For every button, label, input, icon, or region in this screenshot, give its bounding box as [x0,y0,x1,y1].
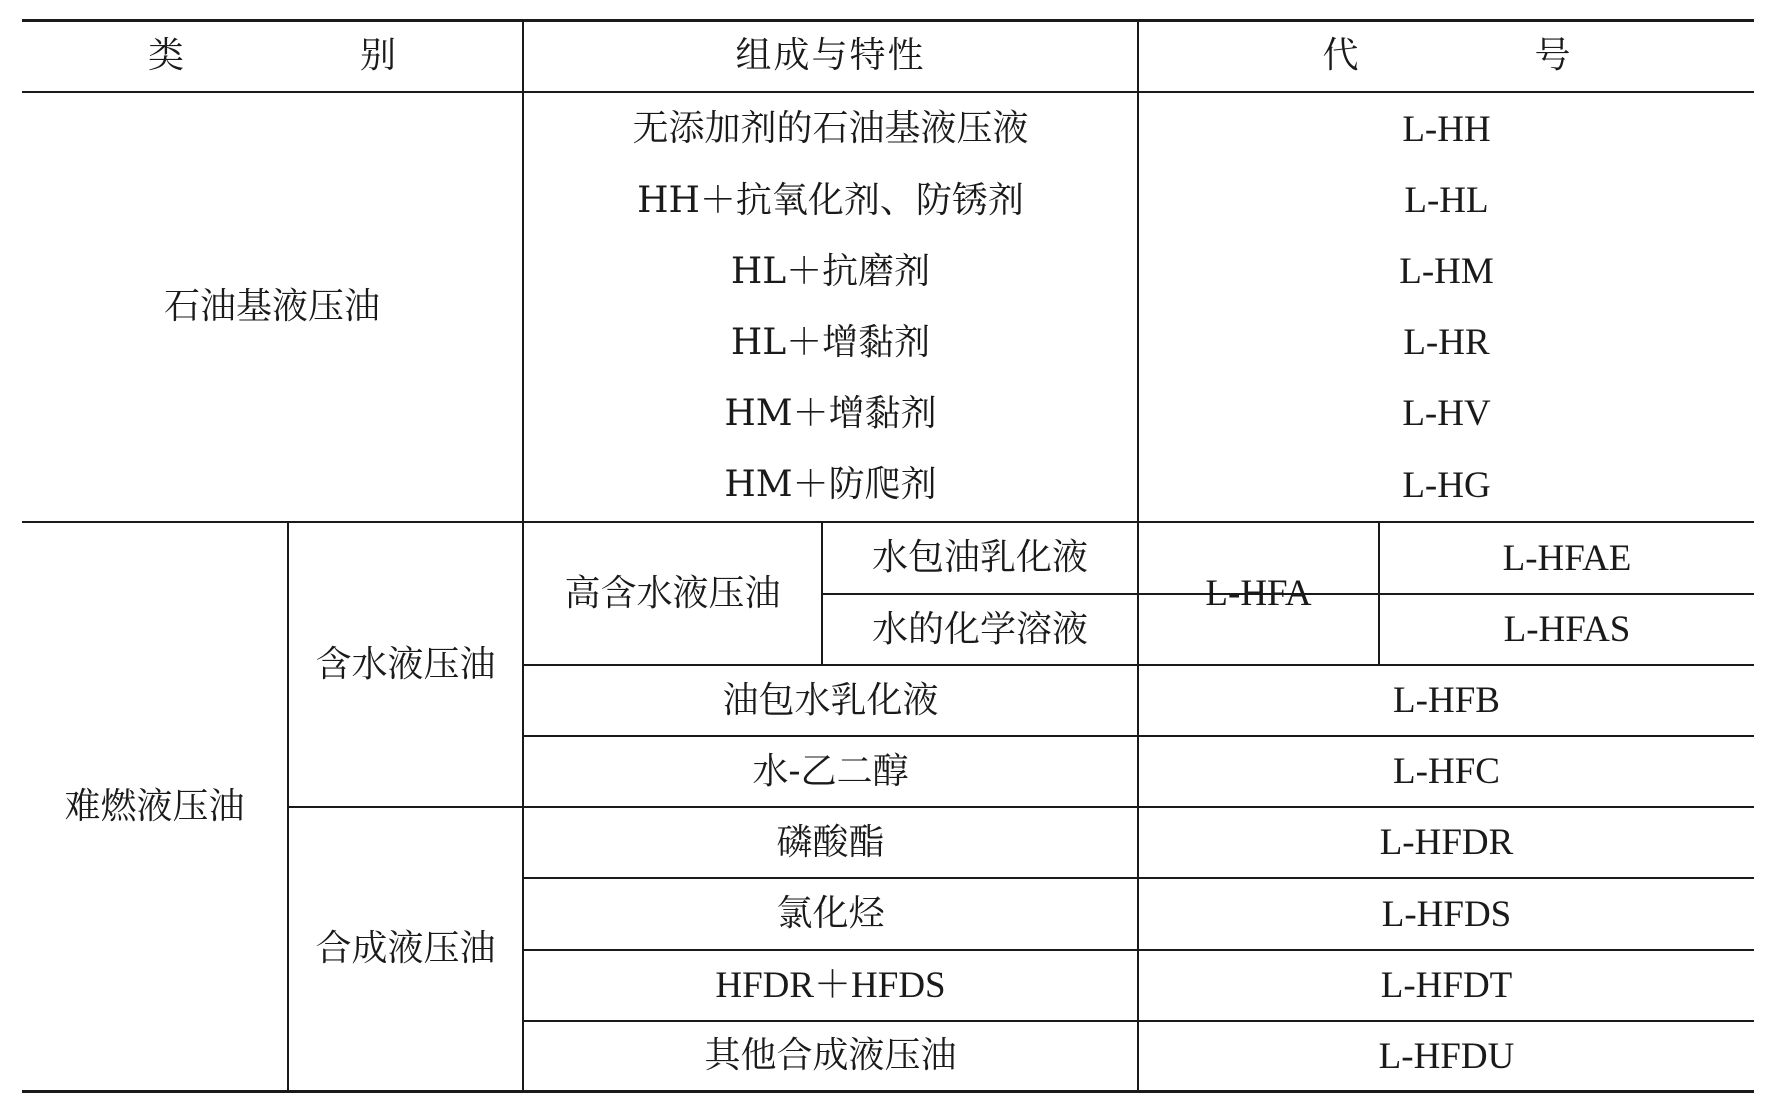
code-cell: L-HFAS [1503,609,1631,650]
subcategory-water-containing: 含水液压油 [315,643,496,685]
code-cell: L-HFAE [1502,537,1632,579]
composition-cell: HM＋防爬剂 [724,464,937,505]
code-cell: L-HH [1402,108,1491,150]
code-cell: L-HFDU [1378,1035,1515,1077]
composition-cell: 水包油乳化液 [871,537,1088,578]
code-cell: L-HFC [1393,751,1500,792]
code-cell: L-HFDS [1381,893,1512,935]
composition-cell: HM＋增黏剂 [724,392,937,434]
composition-cell: 其他合成液压油 [704,1035,957,1076]
group-code-cell: L-HFA [1205,573,1312,614]
composition-cell: HL＋抗磨剂 [730,250,931,292]
code-cell: L-HL [1404,180,1489,221]
code-cell: L-HFDR [1379,822,1514,863]
header-category: 类 别 [147,35,466,76]
composition-cell: 水的化学溶液 [871,608,1088,650]
composition-cell: HH＋抗氧化剂、防锈剂 [637,179,1024,221]
code-cell: L-HFDT [1380,965,1513,1006]
code-cell: L-HV [1402,393,1491,434]
category-petroleum: 石油基液压油 [163,286,380,327]
composition-cell: HL＋增黏剂 [730,321,931,363]
code-cell: L-HR [1403,322,1490,363]
composition-cell: 无添加剂的石油基液压液 [632,108,1029,149]
composition-cell: HFDR＋HFDS [715,965,946,1006]
composition-cell: 水-乙二醇 [752,750,909,792]
code-cell: L-HM [1399,251,1494,292]
high-water-label: 高含水液压油 [564,572,781,614]
code-cell: L-HFB [1393,680,1500,721]
category-fire-resistant: 难燃液压油 [64,785,245,827]
subcategory-synthetic: 合成液压油 [315,928,496,969]
bottom-rule [22,1090,1754,1093]
header-code: 代 号 [1322,35,1641,76]
composition-cell: 氯化烃 [776,893,885,934]
code-cell: L-HG [1402,464,1491,506]
header-composition: 组成与特性 [735,35,926,76]
composition-cell: 磷酸酯 [776,821,885,863]
composition-cell: 油包水乳化液 [722,679,939,721]
